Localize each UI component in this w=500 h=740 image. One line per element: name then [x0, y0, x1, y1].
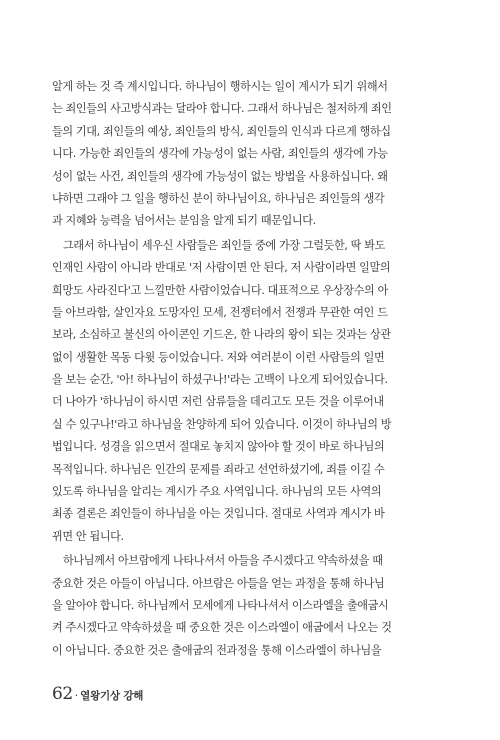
text-line: 희망도 사라진다'고 느낄만한 사람이었습니다. 대표적으로 우상장수의 아 — [52, 283, 388, 297]
page-footer — [52, 684, 143, 704]
text-line: 는 죄인들의 사고방식과는 달라야 합니다. 그래서 하나님은 철저하게 죄인 — [52, 102, 392, 116]
text-line: 법입니다. 성경을 읽으면서 절대로 놓치지 않아야 할 것이 바로 하나님의 — [52, 440, 385, 454]
text-line: 을 보는 순간, '아! 하나님이 하셨구나!'라는 고백이 나오게 되어있습니다. — [52, 373, 388, 387]
text-line: 알게 하는 것 즉 계시입니다. 하나님이 행하시는 일이 계시가 되기 위해서 — [52, 80, 388, 93]
text-line: 들의 기대, 죄인들의 예상, 죄인들의 방식, 죄인들의 인식과 다르게 행하십 — [52, 124, 391, 138]
page-number: 62 — [52, 684, 73, 704]
text-line: 그래서 하나님이 세우신 사람들은 죄인들 중에 가장 그럴듯한, 딱 봐도 — [63, 238, 386, 252]
text-line: 켜 주시겠다고 약속하셨을 때 중요한 것은 이스라엘이 애굽에서 나오는 것 — [52, 621, 392, 635]
text-line: 성이 없는 사건, 죄인들의 생각에 가능성이 없는 방법을 사용하십니다. 왜 — [52, 169, 388, 183]
text-line: 니다. 가능한 죄인들의 생각에 가능성이 없는 사람, 죄인들의 생각에 가능 — [52, 147, 388, 161]
text-line: 있도록 하나님을 알리는 계시가 주요 사역입니다. 하나님의 모든 사역의 — [52, 485, 382, 499]
text-line: 과 지혜와 능력을 넘어서는 분임을 알게 되기 때문입니다. — [52, 214, 316, 228]
text-line: 없이 생활한 목동 다윗 등이었습니다. 저와 여러분이 이런 사람들의 일면 — [52, 350, 385, 364]
footer-separator: · — [74, 689, 79, 702]
paragraph — [52, 76, 448, 233]
text-line: 들 아브라함, 살인자요 도망자인 모세, 전쟁터에서 전쟁과 무관한 여인 드 — [52, 305, 388, 319]
text-line: 목적입니다. 하나님은 인간의 문제를 죄라고 선언하셨기에, 죄를 이길 수 — [52, 462, 385, 476]
text-line: 냐하면 그래야 그 일을 행하신 분이 하나님이요, 하나님은 죄인들의 생각 — [52, 191, 385, 205]
book-title: 열왕기상 강해 — [80, 690, 144, 702]
text-line: 이 아닙니다. 중요한 것은 출애굽의 전과정을 통해 이스라엘이 하나님을 — [52, 643, 382, 657]
text-line: 뀌면 안 됩니다. — [52, 529, 124, 543]
paragraph — [52, 550, 448, 662]
paragraph — [52, 235, 448, 548]
text-line: 중요한 것은 아들이 아닙니다. 아브람은 아들을 얻는 과정을 통해 하나님 — [52, 576, 385, 590]
text-line: 더 나아가 '하나님이 하시면 저런 삼류들을 데리고도 모든 것을 이루어내 — [52, 395, 384, 409]
text-line: 인재인 사람이 아니라 반대로 '저 사람이면 안 된다, 저 사람이라면 일말의 — [52, 261, 391, 275]
text-line: 보라, 소심하고 불신의 아이콘인 기드온, 한 나라의 왕이 되는 것과는 상관 — [52, 328, 391, 342]
text-line: 실 수 있구나!'라고 하나님을 찬양하게 되어 있습니다. 이것이 하나님의 방 — [52, 417, 392, 431]
text-line: 최종 결론은 죄인들이 하나님을 아는 것입니다. 절대로 사역과 계시가 바 — [52, 507, 385, 521]
body-text — [52, 76, 448, 662]
text-line: 을 알아야 합니다. 하나님께서 모세에게 나타나셔서 이스라엘을 출애굽시 — [52, 598, 389, 612]
text-line: 하나님께서 아브람에게 나타나셔서 아들을 주시겠다고 약속하셨을 때 — [63, 554, 383, 568]
